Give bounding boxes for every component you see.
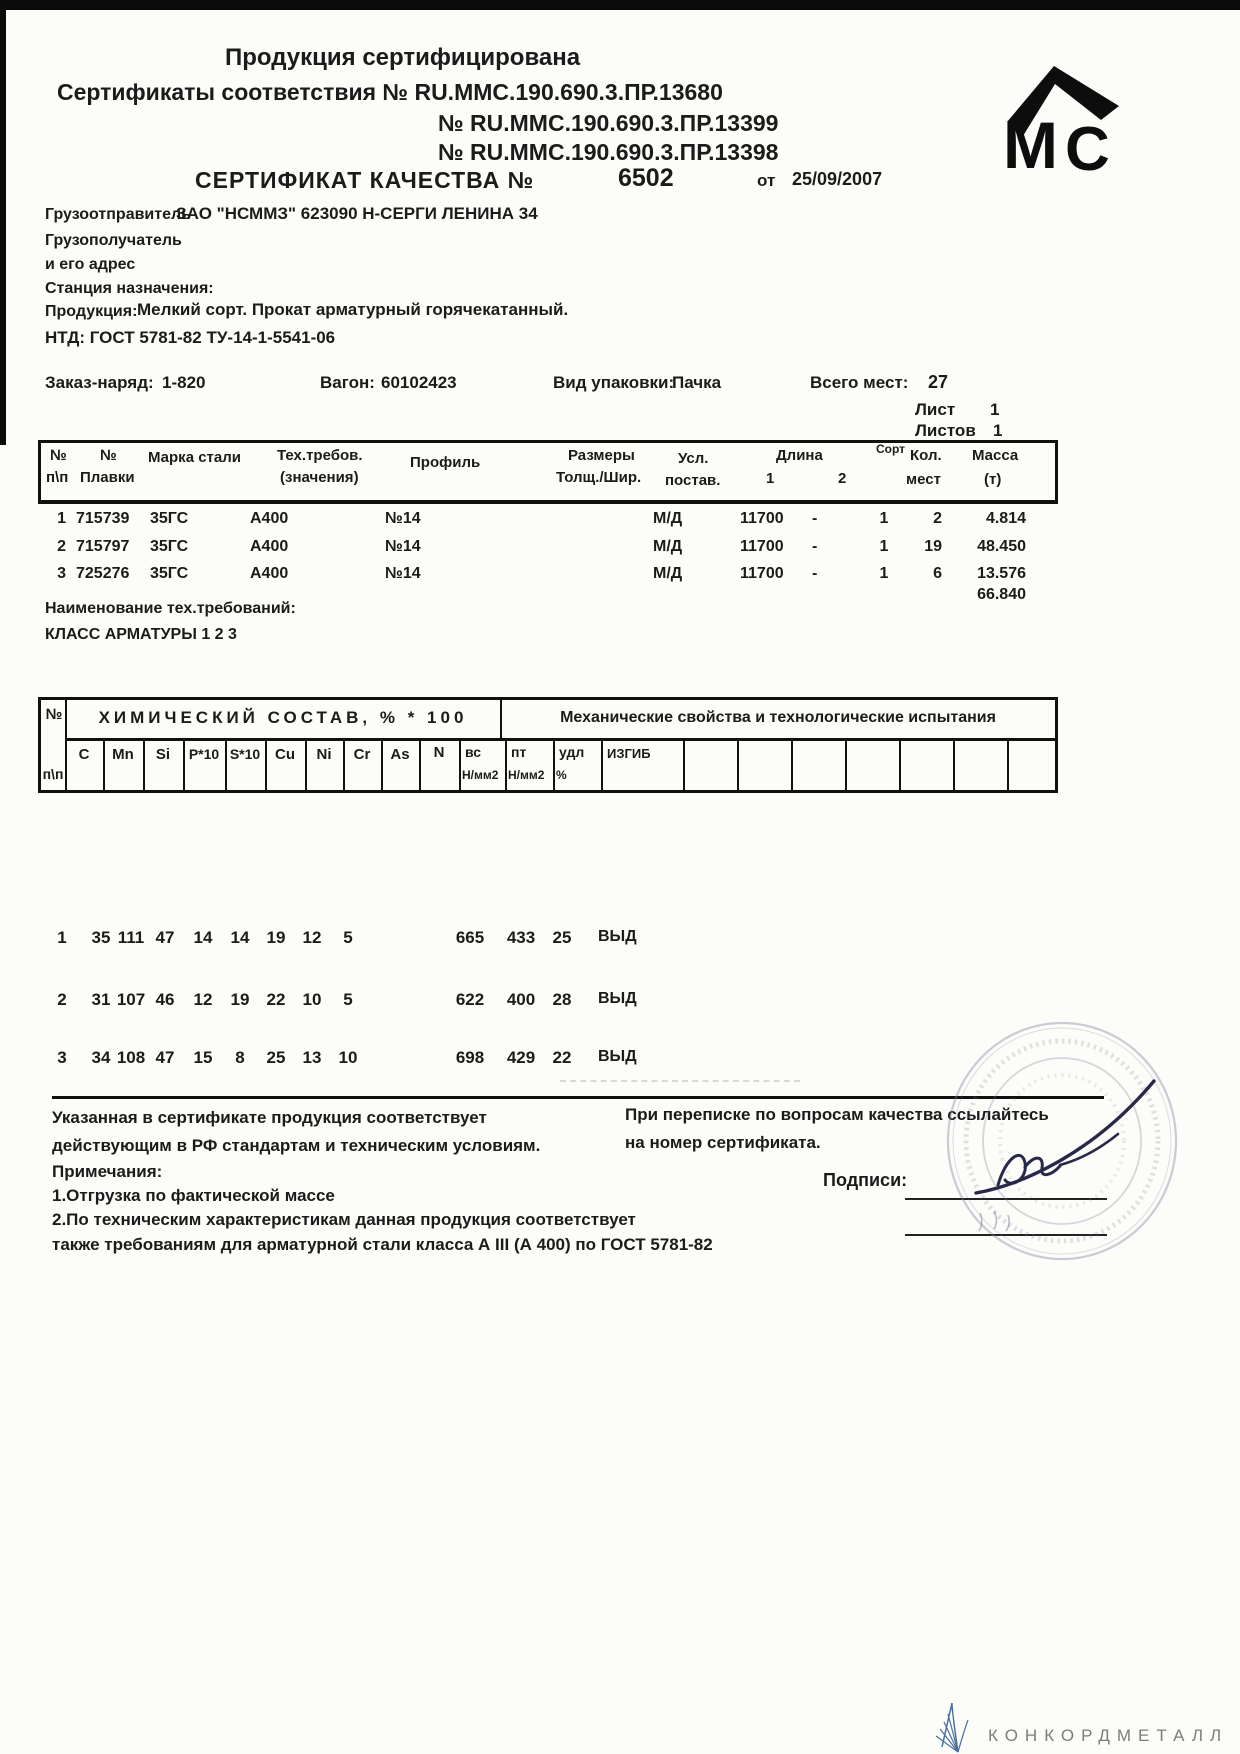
row-profile: №14 bbox=[385, 510, 421, 527]
ntd-line: НТД: ГОСТ 5781-82 ТУ-14-1-5541-06 bbox=[45, 328, 336, 347]
sheets-label: Листов bbox=[915, 421, 976, 440]
mech-val-pt: 429 bbox=[506, 1048, 536, 1067]
handwritten-signature bbox=[976, 1081, 1154, 1193]
col-tech-req-line2: (значения) bbox=[280, 469, 359, 486]
mech-col-vs-units: Н/мм2 bbox=[462, 768, 499, 782]
mech-val-udl: 28 bbox=[552, 990, 572, 1009]
mech-col-udl: удл bbox=[559, 744, 585, 760]
row-req: А400 bbox=[250, 510, 289, 527]
row-places: 6 bbox=[933, 565, 942, 582]
mech-val-izgib: ВЫД bbox=[598, 1048, 637, 1065]
row-length: 11700 bbox=[740, 565, 784, 582]
signatures-label: Подписи: bbox=[823, 1170, 908, 1190]
chem-val-si: 47 bbox=[155, 928, 175, 947]
chem-row-num: 2 bbox=[57, 990, 67, 1009]
col-profile: Профиль bbox=[410, 454, 481, 471]
sheets-value: 1 bbox=[993, 421, 1003, 440]
note-3: также требованиям для арматурной стали класса А III (А 400) по ГОСТ 5781-82 bbox=[52, 1235, 713, 1254]
chem-val-ni: 10 bbox=[302, 990, 322, 1009]
chem-val-ni: 12 bbox=[302, 928, 322, 947]
chem-col-Cr: Cr bbox=[353, 746, 371, 763]
chem-col-Si: Si bbox=[155, 746, 171, 763]
col-sort-vertical: Сорт bbox=[876, 442, 906, 456]
mech-properties-title: Механические свойства и технологические испытания bbox=[560, 709, 996, 726]
row-sort: 1 bbox=[879, 538, 889, 555]
col-sizes-line1: Размеры bbox=[568, 447, 635, 464]
row-length2: - bbox=[812, 510, 818, 527]
destination-station-label: Станция назначения: bbox=[45, 280, 214, 297]
row-length2: - bbox=[812, 565, 818, 582]
row-length: 11700 bbox=[740, 538, 784, 555]
chem-val-c: 35 bbox=[91, 928, 111, 947]
col-mass-line1: Масса bbox=[972, 447, 1019, 464]
col-heat-line1: № bbox=[100, 447, 117, 464]
row-mass: 13.576 bbox=[977, 565, 1026, 582]
row-sort: 1 bbox=[879, 510, 889, 527]
col-num-line1: № bbox=[50, 447, 67, 464]
mech-val-vs: 665 bbox=[455, 928, 485, 947]
col-length: Длина bbox=[776, 447, 823, 464]
chem-col-Cu: Cu bbox=[275, 746, 295, 763]
mech-col-izgib: ИЗГИБ bbox=[607, 746, 651, 761]
chem-col-Ni: Ni bbox=[316, 746, 332, 763]
mech-col-vs: вс bbox=[465, 744, 482, 760]
scan-edge-left bbox=[0, 10, 6, 445]
chem-val-s: 8 bbox=[235, 1048, 245, 1067]
chem-col-N: N bbox=[433, 744, 445, 761]
certificate-title: СЕРТИФИКАТ КАЧЕСТВА № bbox=[195, 167, 535, 193]
row-places: 2 bbox=[933, 510, 942, 527]
col-places-line2: мест bbox=[906, 471, 941, 488]
product-value: Мелкий сорт. Прокат арматурный горячекатанный. bbox=[137, 300, 569, 319]
row-delivery: М/Д bbox=[653, 510, 683, 527]
chem-col-As: As bbox=[390, 746, 410, 763]
mech-val-vs: 622 bbox=[455, 990, 485, 1009]
mech-col-pt: пт bbox=[511, 744, 527, 760]
round-stamp bbox=[940, 1015, 1190, 1267]
total-places-label: Всего мест: bbox=[810, 373, 909, 392]
chem-row-num: 1 bbox=[57, 928, 67, 947]
row-req: А400 bbox=[250, 538, 289, 555]
chem-mech-table bbox=[38, 697, 1058, 793]
chem-composition-title: ХИМИЧЕСКИЙ СОСТАВ, % * 100 bbox=[98, 708, 468, 727]
tech-requirements-value: КЛАСС АРМАТУРЫ 1 2 3 bbox=[45, 626, 237, 643]
note-1: 1.Отгрузка по фактической массе bbox=[52, 1186, 335, 1205]
chem-val-c: 31 bbox=[91, 990, 111, 1009]
col-tech-req-line1: Тех.требов. bbox=[277, 447, 363, 464]
mc-logo-letter-c: С bbox=[1065, 115, 1110, 172]
certificate-number: 6502 bbox=[618, 164, 674, 192]
chem-val-cu: 22 bbox=[266, 990, 286, 1009]
mech-col-pt-units: Н/мм2 bbox=[508, 768, 545, 782]
chem-pp-label: п\п bbox=[42, 766, 64, 782]
conformity-cert-2: № RU.ММС.190.690.3.ПР.13399 bbox=[438, 110, 779, 136]
certified-heading: Продукция сертифицирована bbox=[225, 44, 581, 71]
chem-val-mn: 107 bbox=[116, 990, 146, 1009]
row-sort: 1 bbox=[879, 565, 889, 582]
konkord-sail-icon bbox=[922, 1700, 994, 1754]
consignee-address-label: и его адрес bbox=[45, 256, 136, 273]
chem-val-cu: 25 bbox=[266, 1048, 286, 1067]
row-heat: 715797 bbox=[76, 538, 130, 555]
certificate-from-label: от bbox=[757, 171, 776, 190]
product-label: Продукция: bbox=[45, 303, 138, 320]
chem-col-S10: S*10 bbox=[229, 746, 261, 762]
row-heat: 725276 bbox=[76, 565, 130, 582]
total-places-value: 27 bbox=[928, 372, 949, 392]
shipper-value: ЗАО "НСММЗ" 623090 Н-СЕРГИ ЛЕНИНА 34 bbox=[176, 204, 538, 223]
chem-val-s: 14 bbox=[230, 928, 250, 947]
chem-val-mn: 111 bbox=[117, 928, 145, 947]
row-length: 11700 bbox=[740, 510, 784, 527]
consignee-label: Грузополучатель bbox=[45, 232, 182, 249]
correspondence-line1: При переписке по вопросам качества ссылайтесь bbox=[625, 1105, 1049, 1124]
mech-val-izgib: ВЫД bbox=[598, 928, 637, 945]
scan-smudge bbox=[560, 1080, 800, 1082]
mech-col-udl-units: % bbox=[556, 768, 567, 782]
certificate-date: 25/09/2007 bbox=[792, 169, 883, 189]
mech-val-vs: 698 bbox=[455, 1048, 485, 1067]
chem-val-cr: 5 bbox=[343, 990, 353, 1009]
mc-logo-letter-m: М bbox=[1003, 108, 1058, 172]
chem-row-num: 3 bbox=[57, 1048, 67, 1067]
chem-val-cr: 10 bbox=[338, 1048, 358, 1067]
chem-val-si: 47 bbox=[155, 1048, 175, 1067]
chem-val-s: 19 bbox=[230, 990, 250, 1009]
row-delivery: М/Д bbox=[653, 565, 683, 582]
footer-statement-line1: Указанная в сертификате продукция соответствует bbox=[52, 1108, 487, 1127]
chem-val-si: 46 bbox=[155, 990, 175, 1009]
col-length-2: 2 bbox=[838, 470, 847, 487]
shipper-label: Грузоотправитель bbox=[45, 206, 191, 223]
chem-val-ni: 13 bbox=[302, 1048, 322, 1067]
mech-val-izgib: ВЫД bbox=[598, 990, 637, 1007]
wagon-label: Вагон: bbox=[320, 373, 375, 392]
chem-val-cu: 19 bbox=[266, 928, 286, 947]
row-delivery: М/Д bbox=[653, 538, 683, 555]
notes-label: Примечания: bbox=[52, 1162, 163, 1181]
row-num: 1 bbox=[57, 510, 66, 527]
konkord-watermark-text: КОНКОРДМЕТАЛЛ bbox=[988, 1726, 1229, 1745]
correspondence-line2: на номер сертификата. bbox=[625, 1133, 821, 1152]
col-num-line2: п\п bbox=[46, 469, 69, 486]
row-heat: 715739 bbox=[76, 510, 130, 527]
chem-num-label: № bbox=[45, 706, 63, 723]
col-mass-line2: (т) bbox=[984, 471, 1002, 488]
conformity-cert-3: № RU.ММС.190.690.3.ПР.13398 bbox=[438, 139, 779, 165]
mc-cert-logo-icon bbox=[1003, 58, 1123, 172]
row-places: 19 bbox=[924, 538, 942, 555]
col-delivery-line1: Усл. bbox=[678, 450, 709, 467]
col-heat-line2: Плавки bbox=[80, 469, 135, 486]
chem-val-p: 15 bbox=[193, 1048, 213, 1067]
row-mass: 4.814 bbox=[985, 510, 1026, 527]
chem-val-p: 14 bbox=[193, 928, 213, 947]
order-value: 1-820 bbox=[162, 373, 206, 392]
mech-val-pt: 400 bbox=[506, 990, 536, 1009]
col-delivery-line2: постав. bbox=[665, 472, 721, 489]
scan-edge-top bbox=[0, 0, 1240, 10]
wagon-value: 60102423 bbox=[381, 373, 457, 392]
chem-val-p: 12 bbox=[193, 990, 213, 1009]
chem-col-P10: P*10 bbox=[188, 746, 220, 762]
sheet-value: 1 bbox=[990, 400, 1000, 419]
conformity-cert-1: Сертификаты соответствия № RU.ММС.190.690.3.ПР.13680 bbox=[57, 79, 723, 105]
row-length2: - bbox=[812, 538, 818, 555]
tech-requirements-label: Наименование тех.требований: bbox=[45, 600, 296, 617]
chem-col-C: C bbox=[78, 746, 90, 763]
mech-val-udl: 22 bbox=[552, 1048, 572, 1067]
col-sizes-line2: Толщ./Шир. bbox=[556, 469, 642, 486]
row-profile: №14 bbox=[385, 565, 421, 582]
packing-value: Пачка bbox=[672, 373, 722, 392]
chem-val-c: 34 bbox=[91, 1048, 111, 1067]
row-grade: 35ГС bbox=[150, 538, 189, 555]
row-req: А400 bbox=[250, 565, 289, 582]
chem-val-cr: 5 bbox=[343, 928, 353, 947]
order-label: Заказ-наряд: bbox=[45, 373, 154, 392]
total-mass-value: 66.840 bbox=[977, 586, 1026, 603]
chem-col-Mn: Mn bbox=[112, 746, 134, 763]
row-grade: 35ГС bbox=[150, 565, 189, 582]
note-2: 2.По техническим характеристикам данная продукция соответствует bbox=[52, 1210, 636, 1229]
chem-val-mn: 108 bbox=[116, 1048, 146, 1067]
row-num: 2 bbox=[57, 538, 66, 555]
mech-val-udl: 25 bbox=[552, 928, 572, 947]
row-grade: 35ГС bbox=[150, 510, 189, 527]
row-num: 3 bbox=[57, 565, 66, 582]
mech-val-pt: 433 bbox=[506, 928, 536, 947]
packing-label: Вид упаковки: bbox=[553, 373, 675, 392]
col-steel-grade: Марка стали bbox=[148, 449, 241, 466]
col-places-line1: Кол. bbox=[910, 447, 942, 464]
sheet-label: Лист bbox=[915, 400, 956, 419]
row-profile: №14 bbox=[385, 538, 421, 555]
row-mass: 48.450 bbox=[977, 538, 1026, 555]
footer-statement-line2: действующим в РФ стандартам и техническим условиям. bbox=[52, 1136, 541, 1155]
col-length-1: 1 bbox=[766, 470, 775, 487]
